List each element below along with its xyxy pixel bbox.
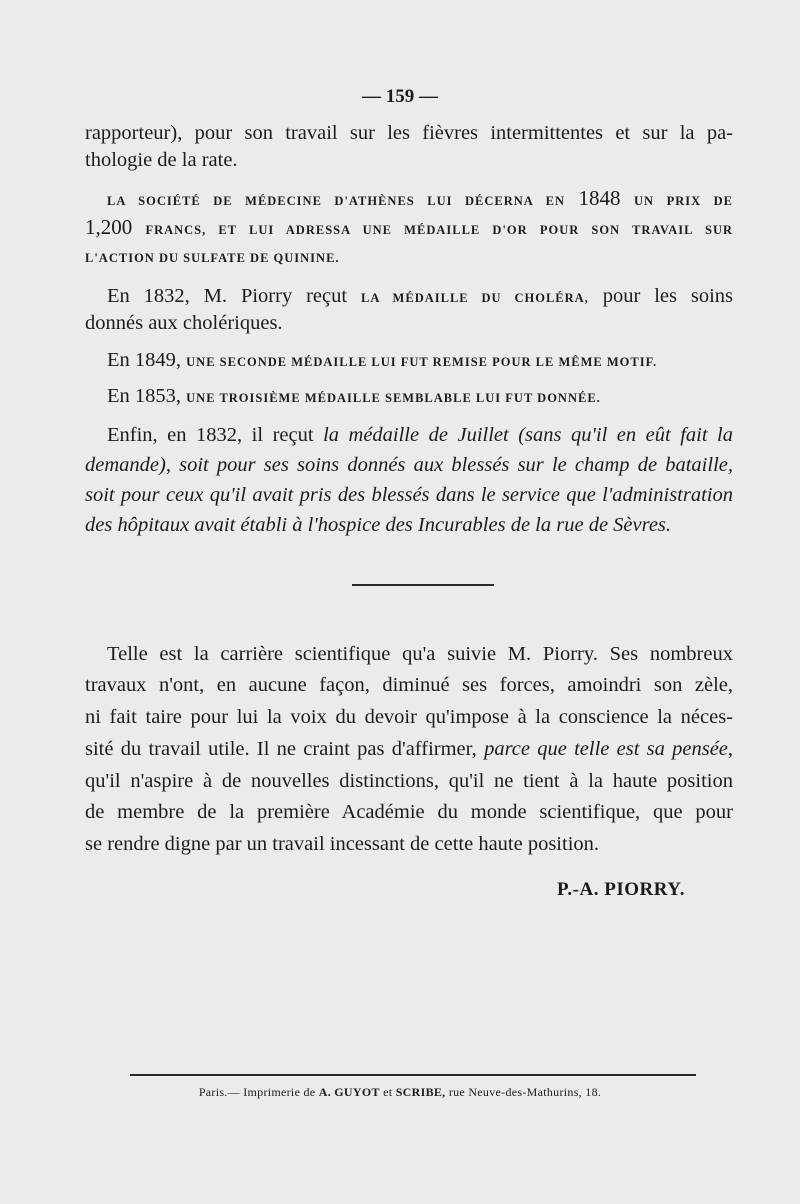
imprint-text: Paris.— Imprimerie de [198, 1085, 316, 1099]
smallcaps-text: LA SOCIÉTÉ DE MÉDECINE D'ATHÈNES LUI DÉCERNA EN [107, 194, 565, 208]
printer-name: A. GUYOT [318, 1085, 380, 1099]
italic-text: parce que telle est sa pensée, [484, 738, 734, 760]
paragraph-line: des hôpitaux avait établi à l'hospice des Incurables de la rue de Sèvres. [85, 514, 672, 536]
imprint-text: et [383, 1085, 393, 1099]
paragraph-line: de membre de la première Académie du monde scientifique, que pour [85, 801, 733, 823]
paragraph-line: qu'il n'aspire à de nouvelles distinctions, qu'il ne tient à la haute position [85, 770, 733, 792]
amount-text: 1,200 [85, 215, 133, 239]
paragraph-line: demande), soit pour ses soins donnés aux blessés sur le champ de bataille, [85, 454, 733, 476]
smallcaps-text: UNE TROISIÈME MÉDAILLE SEMBLABLE LUI FUT DONNÉE. [186, 391, 601, 405]
text-run: Enfin, en 1832, il reçut [107, 424, 314, 446]
paragraph-line: travaux n'ont, en aucune façon, diminué ses forces, amoindri son zèle, [85, 674, 733, 696]
printer-name: SCRIBE, [395, 1085, 446, 1099]
imprint-address: rue Neuve-des-Mathurins, 18. [448, 1085, 602, 1099]
paragraph-line: soit pour ceux qu'il avait pris des blessés dans le service que l'administration [85, 484, 733, 506]
text-run: En 1832, M. Piorry reçut [107, 285, 348, 307]
text-run: En 1849, [107, 349, 182, 371]
paragraph-line [85, 420, 733, 450]
printer-imprint [0, 1085, 800, 1100]
separator-rule [352, 584, 494, 586]
paragraph-line: thologie de la rate. [85, 149, 238, 171]
text-run: pour les soins [602, 285, 734, 307]
paragraph-line [85, 734, 733, 764]
smallcaps-text: L'ACTION DU SULFATE DE QUININE. [85, 251, 340, 265]
paragraph-line: donnés aux cholériques. [85, 312, 283, 334]
paragraph-line [85, 345, 733, 377]
text-run: Telle est la carrière scientifique qu'a suivie M. Piorry. Ses nombreux [107, 643, 733, 665]
year-text: 1848 [578, 186, 621, 210]
paragraph-line: se rendre digne par un travail incessant de cette haute position. [85, 833, 600, 855]
paragraph-line [85, 639, 733, 669]
text-run: sité du travail utile. Il ne craint pas d'affirmer, [85, 738, 477, 760]
paragraph-line: ni fait taire pour lui la voix du devoir qu'impose à la conscience la néces- [85, 706, 733, 728]
paragraph-line [85, 381, 733, 413]
page-number: — 159 — [362, 86, 438, 107]
smallcaps-text: LA MÉDAILLE DU CHOLÉRA, [360, 291, 589, 305]
smallcaps-text: UN PRIX DE [634, 194, 734, 208]
text-run: En 1853, [107, 385, 182, 407]
paragraph-line: rapporteur), pour son travail sur les fièvres intermittentes et sur la pa- [85, 122, 733, 144]
paragraph-line [85, 241, 733, 273]
smallcaps-text: FRANCS, ET LUI ADRESSA UNE MÉDAILLE D'OR POUR SON TRAVAIL SUR [145, 223, 734, 237]
author-signature: P.-A. PIORRY. [557, 879, 685, 900]
footer-rule [130, 1074, 696, 1076]
smallcaps-text: UNE SECONDE MÉDAILLE LUI FUT REMISE POUR LE MÊME MOTIF. [186, 355, 658, 369]
italic-text: la médaille de Juillet (sans qu'il en eût fait la [323, 424, 733, 446]
